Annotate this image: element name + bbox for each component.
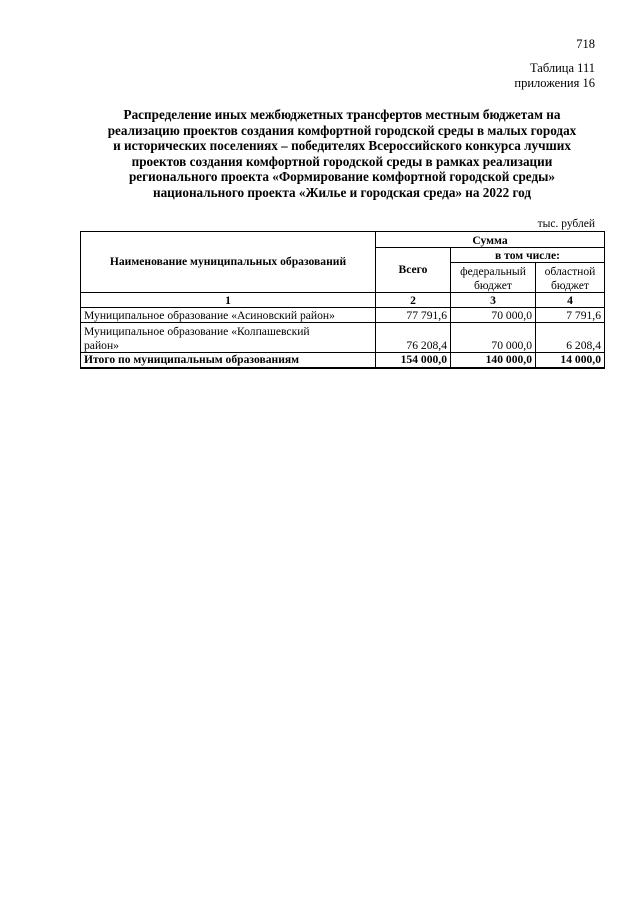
table-row	[81, 323, 605, 353]
table-reference-line-2: приложения 16	[514, 76, 595, 90]
row-total: 76 208,4	[376, 323, 451, 353]
header-regional-line-1: областной	[544, 265, 596, 278]
header-federal-budget	[451, 263, 536, 293]
row-regional: 6 208,4	[536, 323, 605, 353]
row-regional: 7 791,6	[536, 308, 605, 323]
title-line-4: проектов создания комфортной городской среды в рамках реализации	[131, 153, 553, 169]
row-municipality-name-line-2: район»	[84, 338, 119, 352]
document-title	[80, 107, 604, 201]
total-row-regional: 14 000,0	[536, 353, 605, 368]
column-number-2: 2	[376, 293, 451, 308]
header-regional-line-2: бюджет	[551, 278, 589, 292]
table-reference	[514, 61, 595, 91]
header-federal-line-1: федеральный	[460, 265, 526, 278]
total-row-label: Итого по муниципальным образованиям	[81, 353, 376, 368]
header-municipality-name: Наименование муниципальных образований	[81, 232, 376, 293]
header-total: Всего	[376, 248, 451, 293]
total-row-total: 154 000,0	[376, 353, 451, 368]
row-municipality-name: Муниципальное образование «Асиновский район»	[81, 308, 376, 323]
table-row	[81, 308, 605, 323]
table-reference-line-1: Таблица 111	[529, 61, 595, 75]
title-line-2: реализацию проектов создания комфортной городской среды в малых городах	[107, 122, 577, 138]
row-municipality-name	[81, 323, 376, 353]
column-number-1: 1	[81, 293, 376, 308]
header-including: в том числе:	[451, 248, 605, 263]
title-line-1: Распределение иных межбюджетных трансфертов местным бюджетам на	[123, 107, 561, 122]
title-line-5: регионального проекта «Формирование комфортной городской среды»	[128, 169, 556, 185]
row-federal: 70 000,0	[451, 308, 536, 323]
budget-table	[80, 231, 605, 369]
header-sum: Сумма	[376, 232, 605, 248]
row-federal: 70 000,0	[451, 323, 536, 353]
row-municipality-name-line-1: Муниципальное образование «Колпашевский	[84, 325, 310, 338]
page-number: 718	[576, 37, 595, 51]
column-number-4: 4	[536, 293, 605, 308]
title-line-6: национального проекта «Жилье и городская среда» на 2022 год	[152, 184, 532, 200]
header-regional-budget	[536, 263, 605, 293]
title-line-3: и исторических поселениях – победителях Всероссийского конкурса лучших	[113, 138, 571, 154]
total-row	[81, 353, 605, 368]
total-row-federal: 140 000,0	[451, 353, 536, 368]
header-federal-line-2: бюджет	[474, 278, 512, 292]
unit-label: тыс. рублей	[537, 218, 595, 230]
column-number-3: 3	[451, 293, 536, 308]
row-total: 77 791,6	[376, 308, 451, 323]
